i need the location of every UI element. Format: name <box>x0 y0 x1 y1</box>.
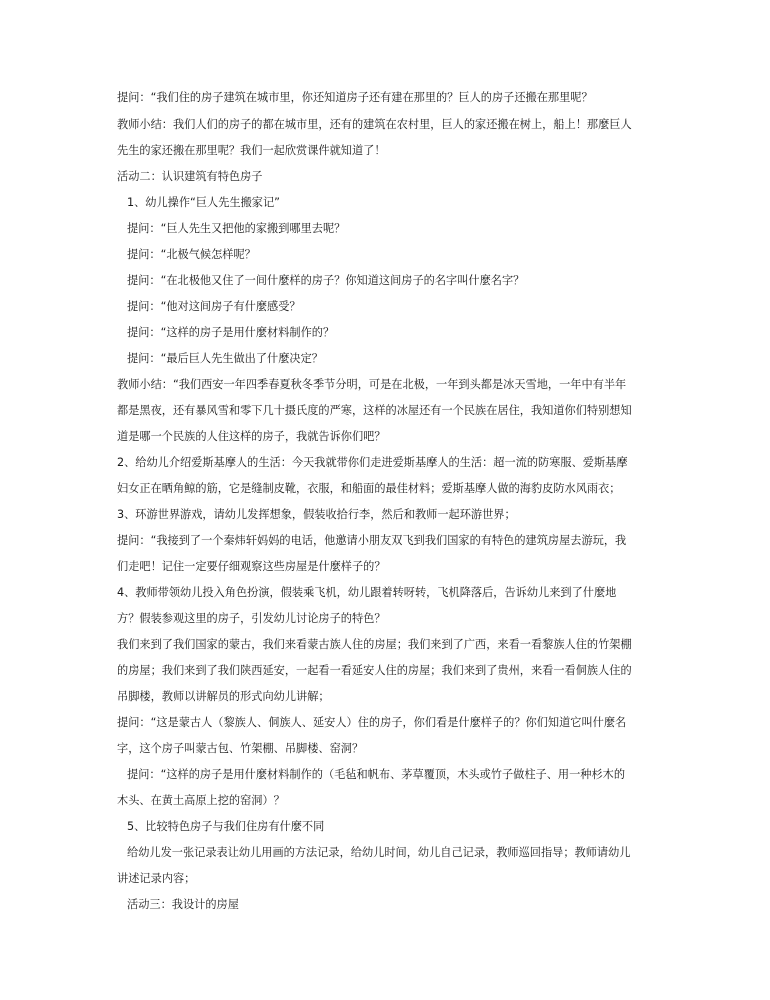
text-line: 4、教师带领幼儿投入角色扮演，假装乘飞机，幼儿跟着转呀转，飞机降落后，告诉幼儿来到了什麼地 <box>117 586 617 599</box>
subsection-heading: 5、比较特色房子与我们住房有什麼不同 <box>127 820 325 833</box>
text-line: 提问：“我们住的房子建筑在城市里，你还知道房子还有建在那里的？巨人的房子还搬在那里呢？ <box>117 91 593 104</box>
question-line: 提问：“最后巨人先生做出了什麼决定？ <box>127 352 323 365</box>
text-line: 方？假装参观这里的房子，引发幼儿讨论房子的特色？ <box>117 612 386 625</box>
text-line: 我们来到了我们国家的蒙古，我们来看蒙古族人住的房屋；我们来到了广西，来看一看黎族人住的竹架棚 <box>117 638 632 651</box>
text-line: 2、给幼儿介绍爱斯基摩人的生活：今天我就带你们走进爱斯基摩人的生活：超一流的防寒服、爱斯基摩 <box>117 456 628 469</box>
text-line: 3、环游世界游戏，请幼儿发挥想象，假装收拾行李，然后和教师一起环游世界； <box>117 508 516 521</box>
question-line: 提问：“巨人先生又把他的家搬到哪里去呢？ <box>127 222 346 235</box>
text-line: 教师小结：“我们西安一年四季春夏秋冬季节分明，可是在北极，一年到头都是冰天雪地，一年中有半年 <box>117 378 627 391</box>
text-line: 道是哪一个民族的人住这样的房子，我就告诉你们吧？ <box>117 430 386 443</box>
section-heading: 活动二：认识建筑有特色房子 <box>117 170 263 183</box>
text-line: 给幼儿发一张记录表让幼儿用画的方法记录，给幼儿时间，幼儿自己记录，教师巡回指导；教师请幼儿 <box>127 846 631 859</box>
question-line: 提问：“北极气候怎样呢？ <box>127 248 256 261</box>
question-line: 提问：“这样的房子是用什麼材料制作的（毛毡和帆布、茅草覆顶，木头或竹子做柱子、用一种杉木的 <box>127 768 626 781</box>
text-line: 字，这个房子叫蒙古包、竹架棚、吊脚楼、窑洞？ <box>117 742 364 755</box>
text-line: 的房屋；我们来到了我们陕西延安，一起看一看延安人住的房屋；我们来到了贵州，来看一看侗族人住的 <box>117 664 632 677</box>
text-line: 提问：“这是蒙古人（黎族人、侗族人、延安人）住的房子，你们看是什麼样子的？你们知道它叫什麼名 <box>117 716 627 729</box>
section-heading: 活动三：我设计的房屋 <box>127 898 239 911</box>
subsection-heading: 1、幼儿操作“巨人先生搬家记” <box>127 196 280 209</box>
text-line: 吊脚楼，教师以讲解员的形式向幼儿讲解； <box>117 690 330 703</box>
text-line: 提问：“我接到了一个秦炜轩妈妈的电话，他邀请小朋友双飞到我们国家的有特色的建筑房屋去游玩，我 <box>117 534 627 547</box>
question-line: 提问：“这样的房子是用什麼材料制作的？ <box>127 326 335 339</box>
text-line: 讲述记录内容； <box>117 872 196 885</box>
text-line: 妇女正在晒角鲸的筋，它是缝制皮靴，衣服，和船面的最佳材料；爱斯基摩人做的海豹皮防水风雨衣； <box>117 482 621 495</box>
question-line: 提问：“他对这间房子有什麼感受？ <box>127 300 301 313</box>
text-line: 先生的家还搬在那里呢？我们一起欣赏课件就知道了！ <box>117 144 386 157</box>
text-line: 木头、在黄土高原上挖的窑洞）？ <box>117 794 285 807</box>
text-line: 都是黑夜，还有暴风雪和零下几十摄氏度的严寒，这样的冰屋还有一个民族在居住，我知道你们特别想知 <box>117 404 632 417</box>
text-line: 教师小结：我们人们的房子的都在城市里，还有的建筑在农村里，巨人的家还搬在树上，船上！那麼巨人 <box>117 118 632 131</box>
text-line: 们走吧！记住一定要仔细观察这些房屋是什麼样子的？ <box>117 560 386 573</box>
question-line: 提问：“在北极他又住了一间什麼样的房子？你知道这间房子的名字叫什麼名字？ <box>127 274 525 287</box>
